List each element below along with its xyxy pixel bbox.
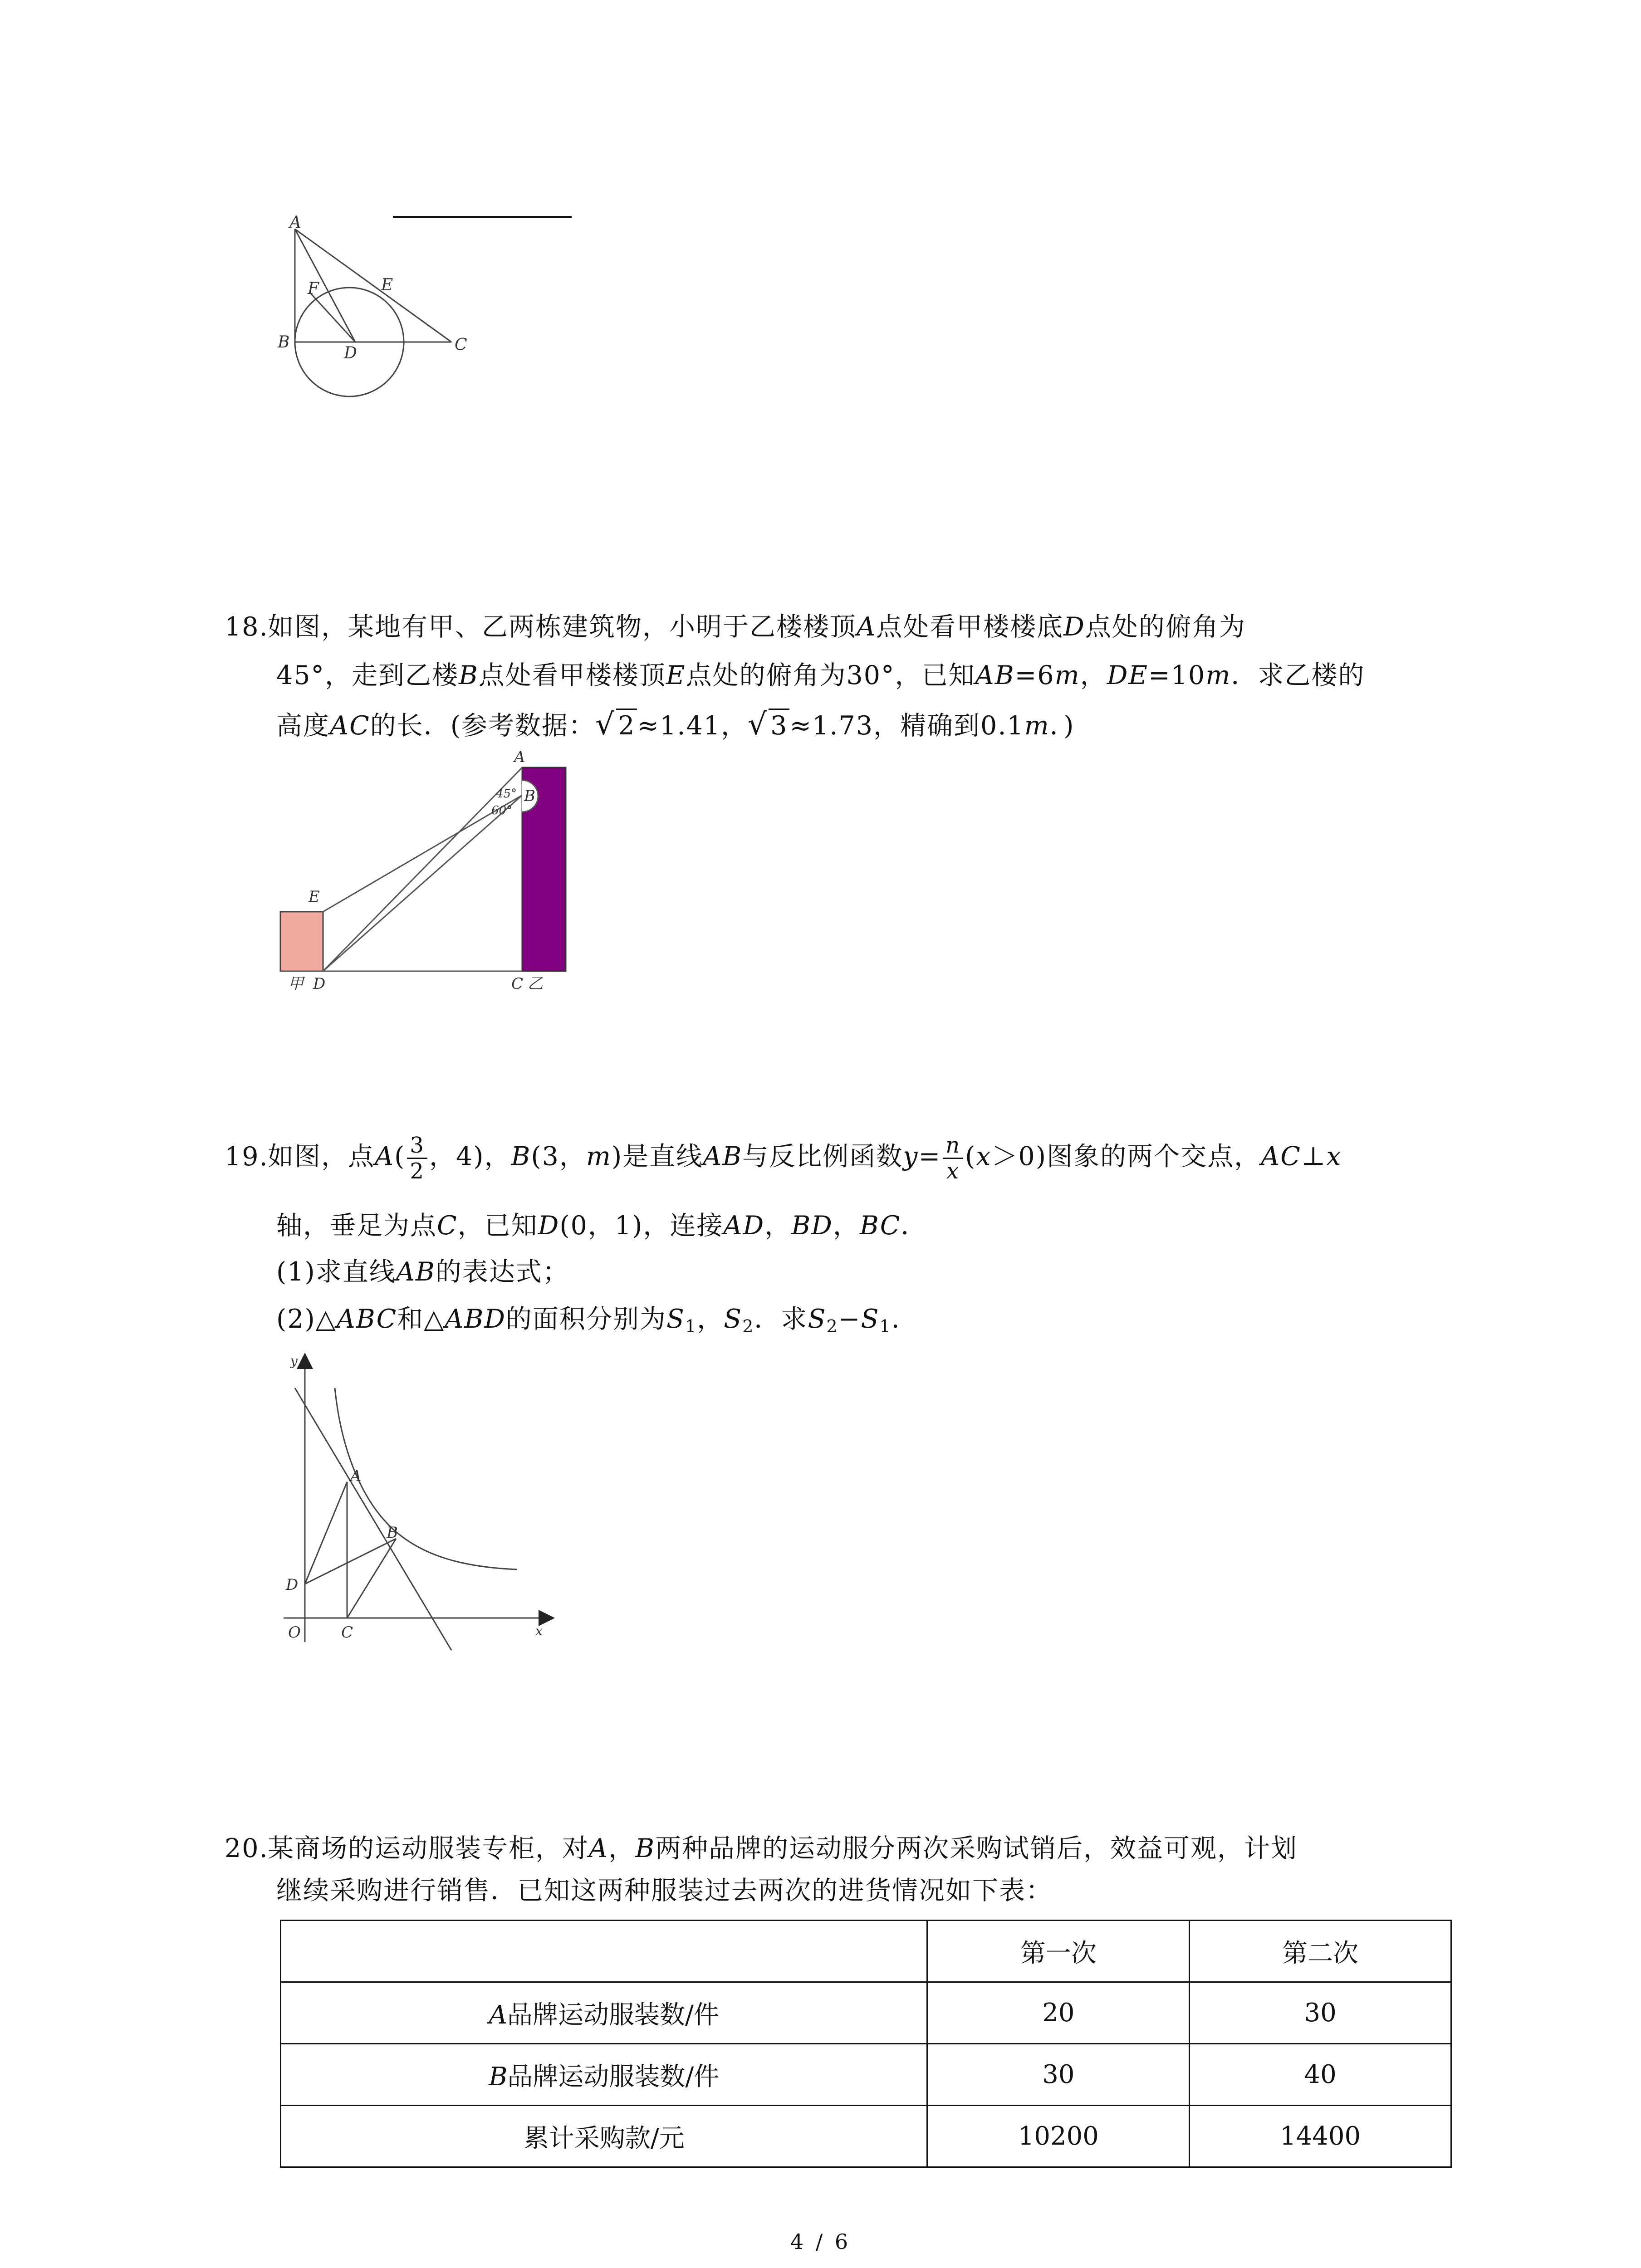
segment-ad xyxy=(305,1482,347,1584)
table-row xyxy=(281,2106,1451,2167)
label-b: B xyxy=(524,787,535,805)
segment-af xyxy=(295,229,355,342)
table-header-cell: 第二次 xyxy=(1190,1921,1451,1982)
question-number: 18. xyxy=(225,612,269,642)
table-row xyxy=(281,2044,1451,2106)
table-header-row xyxy=(281,1921,1451,1982)
label-jia: 甲 xyxy=(288,975,304,993)
q18-line1: 18.如图，某地有甲、乙两栋建筑物，小明于乙楼楼顶A点处看甲楼楼底D点处的俯角为 xyxy=(225,605,1246,649)
label-a: A xyxy=(514,748,525,766)
fraction-n-x: $\frac{n}{x}$ xyxy=(943,1133,963,1183)
line-ab xyxy=(295,1388,451,1650)
question-number: 19. xyxy=(225,1141,269,1172)
table-row xyxy=(281,1982,1451,2044)
label-e: E xyxy=(381,276,393,294)
row-label: B品牌运动服装数/件 xyxy=(281,2044,927,2106)
label-b: B xyxy=(278,333,290,352)
table-cell: 40 xyxy=(1190,2044,1451,2106)
label-a: A xyxy=(289,213,301,232)
purchase-table xyxy=(280,1920,1452,2168)
q19-line2: 轴，垂足为点C，已知D(0，1)，连接AD，BD，BC． xyxy=(276,1211,928,1241)
label-d: D xyxy=(286,1576,299,1594)
label-o: O xyxy=(288,1623,301,1642)
q19-coordinate-figure xyxy=(272,1352,563,1656)
label-yi: 乙 xyxy=(528,975,543,993)
table-cell: 20 xyxy=(927,1982,1190,2044)
label-e: E xyxy=(309,888,320,906)
fraction-3-2: $\frac{3}{2}$ xyxy=(407,1133,427,1183)
hyperbola-curve xyxy=(335,1388,517,1569)
page-number: 4 / 6 xyxy=(790,2229,851,2254)
row-label: A品牌运动服装数/件 xyxy=(281,1982,927,2044)
q19-line1: 19.如图，点A( $\frac{3}{2}$ ，4)，B(3，m)是直线AB与反比例函数y= $\frac{n}{x}$ (x＞0)图象的两个交点，AC⊥x xyxy=(225,1133,1342,1184)
label-a: A xyxy=(350,1467,362,1485)
label-d: D xyxy=(313,975,326,993)
sight-b-d xyxy=(323,795,522,971)
table-cell: 30 xyxy=(927,2044,1190,2106)
q17-geometry-figure xyxy=(272,213,481,413)
label-b: B xyxy=(387,1524,398,1542)
table-cell: 14400 xyxy=(1190,2106,1451,2167)
table-cell: 30 xyxy=(1190,1982,1451,2044)
q20-line1: 20.某商场的运动服装专柜，对A，B两种品牌的运动服分两次采购试销后，效益可观，计划 xyxy=(225,1827,1298,1870)
label-angle-60: 60° xyxy=(491,804,513,817)
q18-line2: 45°，走到乙楼B点处看甲楼楼顶E点处的俯角为30°，已知AB=6m，DE=10m．求乙楼的 xyxy=(276,660,1365,690)
q20-line2: 继续采购进行销售．已知这两种服装过去两次的进货情况如下表： xyxy=(276,1876,1053,1906)
question-number: 20. xyxy=(225,1833,269,1863)
q19-sub2: (2)△ABC和△ABD的面积分别为$S_1$，$S_2$．求$S_2-S_1$． xyxy=(276,1304,918,1336)
sight-a-d xyxy=(323,767,522,971)
q18-line3: 高度AC的长．(参考数据：√ 2≈1.41，√ 3≈1.73，精确到0.1m．) xyxy=(276,707,1075,742)
label-c: C xyxy=(341,1623,353,1642)
row-label: 累计采购款/元 xyxy=(281,2106,927,2167)
label-angle-45: 45° xyxy=(496,787,517,801)
table-header-cell: 第一次 xyxy=(927,1921,1190,1982)
table-header-cell xyxy=(281,1921,927,1982)
label-f: F xyxy=(308,279,319,298)
q18-buildings-figure xyxy=(272,744,590,998)
building-jia xyxy=(280,912,323,971)
label-c: C xyxy=(511,975,524,993)
label-x: x xyxy=(535,1623,543,1638)
label-y: y xyxy=(290,1354,298,1369)
label-c: C xyxy=(455,336,467,354)
q19-sub1: (1)求直线AB的表达式； xyxy=(276,1257,569,1287)
table-cell: 10200 xyxy=(927,2106,1190,2167)
label-d: D xyxy=(344,344,357,362)
